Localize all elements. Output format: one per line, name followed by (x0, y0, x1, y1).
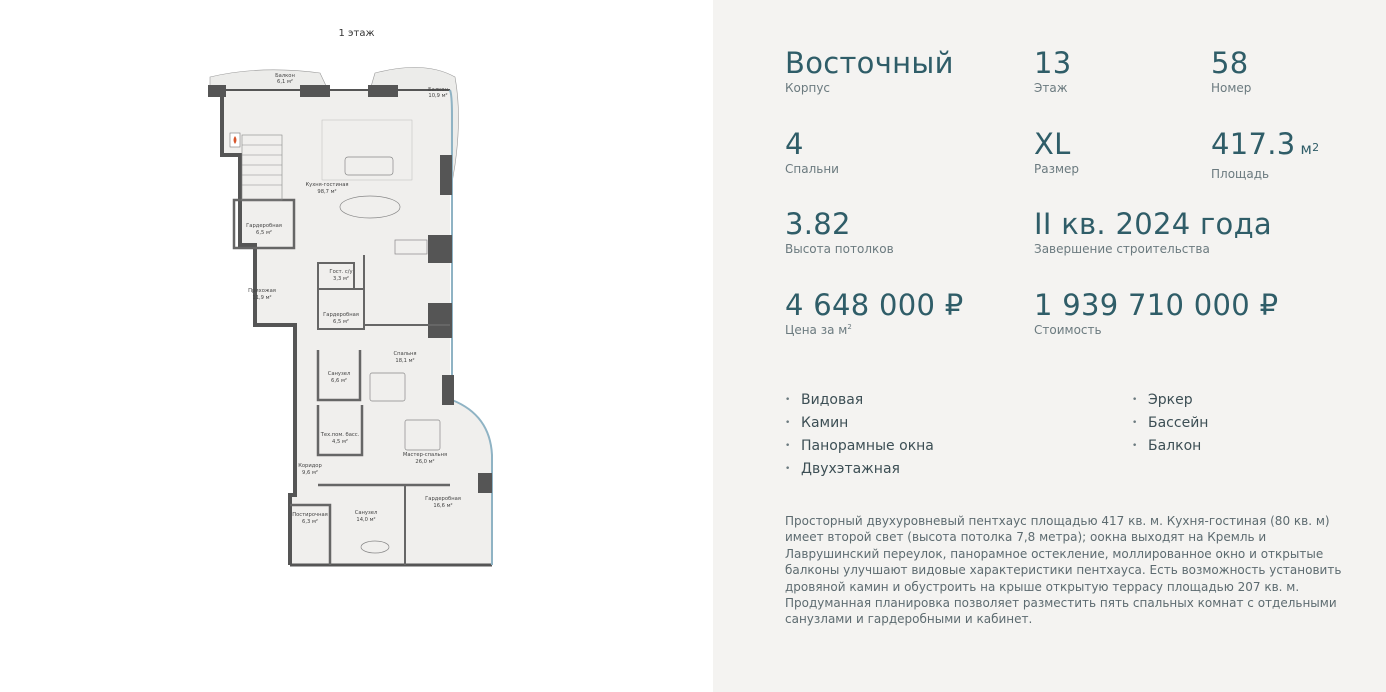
room-area: 6,1 м² (277, 79, 293, 85)
stat-value: II кв. 2024 года (1034, 207, 1272, 241)
room-name: Гардеробная (425, 496, 461, 502)
room-name: Прихожая (248, 288, 276, 294)
wall-post (478, 473, 492, 493)
feature-item: • Бассейн (1132, 413, 1208, 436)
wall-post (208, 85, 226, 97)
room-name: Балкон (428, 87, 448, 93)
floor-plan-drawing (200, 55, 500, 575)
room-area: 9,6 м² (302, 470, 318, 476)
room-name: Гардеробная (323, 312, 359, 318)
room-name: Кухня-гостиная (305, 182, 349, 188)
room-name: Гост. с/у (329, 269, 353, 275)
room-area: 6,3 м² (302, 519, 318, 525)
stat-value (1211, 128, 1319, 165)
stat-label: Номер (1211, 81, 1252, 95)
room-area: 6,6 м² (331, 378, 347, 384)
wall-post (300, 85, 330, 97)
wall-post (428, 235, 452, 263)
area-unit: м (1300, 140, 1313, 158)
area-unit-sup: 2 (1312, 141, 1320, 154)
feature-item: • Эркер (1132, 390, 1208, 413)
feature-item: • Видовая (785, 390, 934, 413)
stat-completion (1034, 208, 1272, 256)
stat-price (1034, 289, 1278, 337)
stat-bedrooms (785, 128, 839, 176)
stat-value: 58 (1211, 46, 1249, 80)
room-area: 10,9 м² (428, 93, 448, 99)
stat-ceiling (785, 208, 894, 256)
stat-label: Спальни (785, 162, 839, 176)
room-area: 16,6 м² (433, 503, 453, 509)
stat-price-per-m2 (785, 289, 964, 337)
area-number: 417.3 (1211, 127, 1296, 161)
room-name: Санузел (327, 371, 351, 377)
room-name: Тех.пом. басс. (320, 432, 360, 438)
wall-post (440, 155, 452, 195)
room-name: Санузел (354, 510, 378, 516)
features-list-left (785, 390, 934, 482)
stat-value: XL (1034, 127, 1071, 161)
room-area: 6,5 м² (256, 230, 272, 236)
stat-value: 1 939 710 000 ₽ (1034, 288, 1279, 322)
stat-value: 4 648 000 ₽ (785, 288, 964, 322)
stat-value: 13 (1034, 46, 1072, 80)
wall-post (442, 375, 454, 405)
room-area: 3,3 м² (333, 276, 349, 282)
room-name: Постирочная (292, 512, 328, 518)
stat-label: Корпус (785, 81, 831, 95)
room-name: Спальня (393, 351, 417, 357)
stat-value: Восточный (785, 46, 954, 80)
feature-item: • Двухэтажная (785, 459, 934, 482)
stat-label (785, 323, 964, 337)
room-name: Гардеробная (246, 223, 282, 229)
stat-floor (1034, 47, 1072, 95)
label-sup: 2 (847, 323, 852, 331)
stat-label: Завершение строительства (1034, 242, 1210, 256)
stat-label: Размер (1034, 162, 1080, 176)
stat-size (1034, 128, 1079, 176)
room-area: 18,1 м² (395, 358, 415, 364)
room-name: Балкон (275, 73, 295, 79)
description: Просторный двухуровневый пентхаус площадью 417 кв. м. Кухня-гостиная (80 кв. м) имеет второй свет (высота потолка 7,8 метра); оокна выходят на Кремль и Лаврушинский переулок, панорамное остекление, моллированное окно и открытые балконы улучшают видовые характеристики пентхауса. Есть возможность установить дровяной камин и обустроить на крыше открытую террасу площадью 207 кв. м. Продуманная планировка позволяет разместить пять спальных комнат с отдельными санузлами и гардеробными и кабинет. (785, 514, 1342, 627)
room-name: Мастер-спальня (402, 452, 448, 458)
features-list-right (1132, 390, 1208, 459)
stat-label: Высота потолков (785, 242, 894, 256)
stat-building (785, 47, 954, 95)
stat-label: Этаж (1034, 81, 1068, 95)
feature-item: • Панорамные окна (785, 436, 934, 459)
room-area: 6,5 м² (333, 319, 349, 325)
room-area: 11,9 м² (252, 295, 272, 301)
feature-item: • Камин (785, 413, 934, 436)
stat-number (1211, 47, 1251, 95)
wall-post (368, 85, 398, 97)
stat-value: 3.82 (785, 207, 851, 241)
room-area: 26,0 м² (415, 459, 435, 465)
wall-post (428, 303, 452, 338)
room-area: 98,7 м² (317, 189, 337, 195)
stat-label: Стоимость (1034, 323, 1102, 337)
room-area: 4,5 м² (332, 439, 348, 445)
stat-label: Площадь (1211, 167, 1270, 181)
stat-value: 4 (785, 127, 804, 161)
label-text: Цена за м (785, 323, 848, 337)
room-area: 14,0 м² (356, 517, 376, 523)
floor-label: 1 этаж (338, 28, 375, 39)
feature-item: • Балкон (1132, 436, 1208, 459)
stat-area (1211, 128, 1319, 181)
room-name: Коридор (298, 463, 322, 469)
